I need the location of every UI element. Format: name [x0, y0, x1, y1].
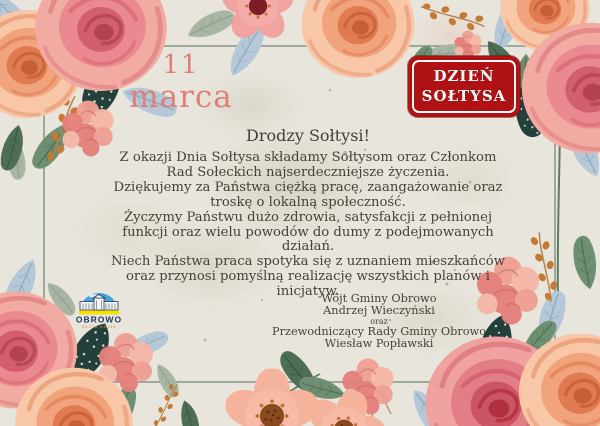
badge-line2: SOŁTYSA	[421, 86, 507, 105]
leaf-icon	[183, 5, 237, 45]
berries-icon	[418, 0, 487, 35]
signature-name2: Wiesław Popławski	[324, 336, 434, 350]
rose-icon	[302, 0, 415, 78]
signature-title2: Przewodniczący Rady Gminy Obrowo	[271, 325, 486, 339]
leaf-icon	[570, 234, 600, 291]
logo-tagline: NASZA GMINA	[81, 325, 117, 329]
obrowo-logo	[68, 284, 130, 330]
date-month: marca	[129, 79, 233, 115]
paragraph: Życzymy Państwu dużo zdrowia, satysfakcji z pełnionej funkcji oraz wielu powodów do dumy z podejmowanych działań.	[122, 209, 494, 255]
paragraph: Dziękujemy za Państwa ciężką pracę, zaangażowanie oraz troskę o lokalną społeczność.	[113, 179, 503, 210]
signature-name: Andrzej Wieczyński	[323, 303, 435, 317]
card-heading: Drodzy Sołtysi!	[246, 126, 370, 145]
date-block	[118, 52, 244, 114]
badge-line1: DZIEŃ	[433, 67, 495, 85]
leaf-icon	[176, 398, 202, 426]
logo-name: OBROWO	[75, 314, 123, 325]
card-body	[108, 151, 508, 300]
date-day: 11	[162, 50, 200, 80]
soltys-day-badge	[408, 56, 520, 117]
signature-conjunction: oraz	[370, 316, 388, 326]
paragraph: Niech Państwa praca spotyka się z uznaniem mieszkańców oraz przynosi pomyślną realizację wszystkich planów i inicjatyw.	[110, 254, 505, 300]
logo-building-icon	[80, 295, 118, 311]
signature-title: Wójt Gminy Obrowo	[321, 292, 437, 305]
soltys-day-badge-border	[412, 60, 516, 113]
signature-block	[253, 293, 505, 350]
paragraph: Z okazji Dnia Sołtysa składamy Sołtysom oraz Członkom Rad Sołeckich najserdeczniejsze życzenia.	[119, 150, 497, 180]
